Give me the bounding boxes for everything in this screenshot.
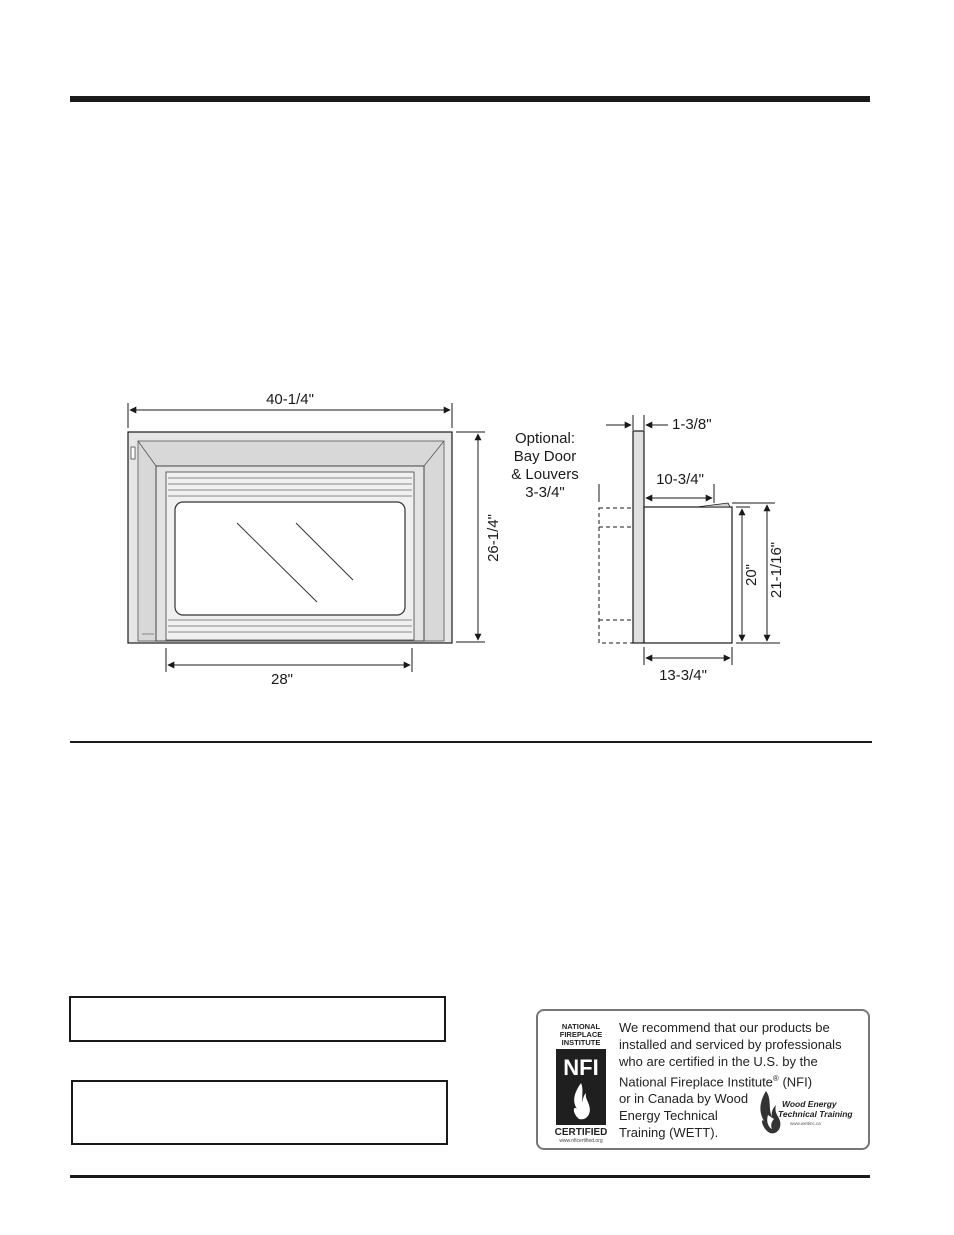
front-view	[128, 432, 452, 643]
depth-top-label: 10-3/4"	[656, 471, 704, 488]
front-height-label: 26-1/4"	[485, 514, 502, 562]
cert-text-line-2: installed and serviced by professionals	[619, 1037, 842, 1052]
svg-text:NATIONAL: NATIONAL	[561, 1022, 601, 1031]
overall-height-label: 21-1/16"	[768, 541, 785, 599]
depth-bottom-label: 13-3/4"	[659, 667, 707, 684]
flange-label: 1-3/8"	[672, 416, 712, 433]
svg-text:Technical Training: Technical Training	[778, 1109, 853, 1119]
cert-text-line-6: Energy Technical	[619, 1108, 718, 1124]
optional-label-3: & Louvers	[511, 466, 579, 483]
certification-panel	[536, 1009, 870, 1150]
optional-label-1: Optional:	[514, 430, 576, 447]
svg-text:Wood Energy: Wood Energy	[782, 1099, 837, 1109]
cert-text-line-5: or in Canada by Wood	[619, 1091, 749, 1107]
svg-text:NFI: NFI	[563, 1055, 599, 1080]
optional-label-4: 3-3/4"	[525, 484, 565, 501]
glass-panel	[175, 502, 405, 615]
side-view	[599, 431, 732, 643]
section-divider	[70, 741, 872, 743]
footer-rule	[70, 1175, 870, 1178]
svg-text:CERTIFIED: CERTIFIED	[554, 1127, 608, 1138]
optional-label-2: Bay Door	[513, 448, 577, 465]
dimension-diagram	[0, 380, 954, 700]
cert-text-line-1: We recommend that our products be	[619, 1020, 830, 1035]
svg-text:www.nficertified.org: www.nficertified.org	[559, 1138, 603, 1143]
cert-text-line-3: who are certified in the U.S. by the	[619, 1054, 818, 1069]
cert-text-line-7: Training (WETT).	[619, 1125, 719, 1141]
side-height-label: 20"	[743, 563, 760, 587]
svg-text:FIREPLACE: FIREPLACE	[559, 1030, 603, 1039]
front-opening-label: 28"	[270, 671, 294, 688]
svg-text:INSTITUTE: INSTITUTE	[561, 1038, 601, 1047]
front-width-label: 40-1/4"	[266, 391, 314, 408]
empty-notice-box-2	[71, 1080, 448, 1145]
header-rule	[70, 96, 870, 102]
wett-logo	[756, 1085, 866, 1137]
cert-text-line-4: National Fireplace Institute® (NFI)	[619, 1074, 813, 1090]
svg-text:www.wettinc.ca: www.wettinc.ca	[790, 1121, 821, 1126]
empty-notice-box-1	[69, 996, 446, 1042]
nfi-certified-logo	[552, 1021, 610, 1143]
